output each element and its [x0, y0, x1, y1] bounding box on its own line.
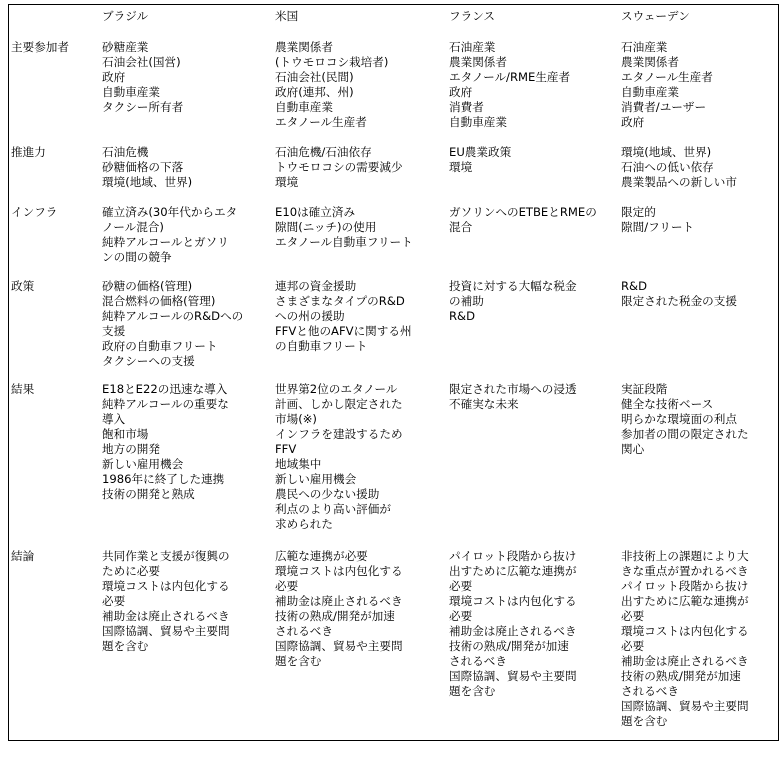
table-cell	[275, 279, 412, 354]
cell-line: 技術の熟成/開発が加速	[449, 639, 569, 653]
cell-line: 農業関係者	[449, 55, 507, 69]
table-cell	[449, 279, 577, 324]
table-cell	[449, 205, 597, 235]
cell-line: 隙間(ニッチ)の使用	[275, 220, 377, 234]
cell-line: トウモロコシの需要減少	[275, 160, 403, 174]
table-cell	[449, 40, 570, 130]
cell-line: 実証段階	[621, 382, 668, 396]
row-label: 結果	[11, 382, 35, 396]
cell-line: タクシー所有者	[102, 100, 184, 114]
table-cell	[621, 145, 737, 190]
cell-line: 石油会社(国営)	[102, 55, 181, 69]
cell-line: 環境(地域、世界)	[102, 175, 193, 189]
cell-line: 国際協調、貿易や主要問	[275, 639, 403, 653]
cell-line: 明らかな環境面の利点	[621, 412, 737, 426]
cell-line: 連邦の資金援助	[275, 279, 357, 293]
cell-line: 補助金は廃止されるべき	[621, 654, 749, 668]
cell-line: 関心	[621, 442, 645, 456]
cell-line: 限定的	[621, 205, 656, 219]
cell-line: 地域集中	[275, 457, 322, 471]
cell-line: 投資に対する大幅な税金	[449, 279, 577, 293]
cell-line: 新しい雇用機会	[102, 457, 184, 471]
comparison-table	[8, 4, 779, 741]
cell-line: 導入	[102, 412, 126, 426]
cell-line: 広範な連携が必要	[275, 549, 368, 563]
cell-line: 確立済み(30年代からエタ	[102, 205, 238, 219]
cell-line: 必要	[621, 609, 645, 623]
cell-line: ンの間の競争	[102, 250, 172, 264]
cell-line: 純粋アルコールの重要な	[102, 397, 229, 411]
row-label: 政策	[11, 279, 35, 293]
cell-line: 環境コストは内包化する	[275, 564, 403, 578]
cell-line: 政府	[449, 85, 473, 99]
table-cell	[449, 145, 511, 175]
cell-line: 消費者/ユーザー	[621, 100, 707, 114]
cell-line: 題を含む	[102, 639, 149, 653]
cell-line: 必要	[275, 579, 299, 593]
cell-line: インフラを建設するため	[275, 427, 403, 441]
row-label: 主要参加者	[11, 40, 69, 54]
column-header-brazil: ブラジル	[102, 9, 149, 23]
cell-line: 題を含む	[275, 654, 322, 668]
cell-line: 必要	[102, 594, 126, 608]
cell-line: 計画、しかし限定された	[275, 397, 403, 411]
cell-line: 技術の熟成/開発が加速	[621, 669, 741, 683]
table-cell	[621, 40, 713, 130]
cell-line: 環境	[275, 175, 299, 189]
cell-line: 補助金は廃止されるべき	[102, 609, 230, 623]
cell-line: ガソリンへのETBEとRMEの	[449, 205, 597, 219]
cell-line: 世界第2位のエタノール	[275, 382, 398, 396]
cell-line: されるべき	[275, 624, 333, 638]
table-cell	[102, 279, 243, 369]
cell-line: 1986年に終了した連携	[102, 472, 225, 486]
cell-line: 国際協調、貿易や主要問	[102, 624, 230, 638]
cell-line: 政府(連邦、州)	[275, 85, 354, 99]
table-cell	[449, 549, 577, 699]
table-cell	[621, 382, 749, 457]
cell-line: E10は確立済み	[275, 205, 356, 219]
cell-line: 石油産業	[449, 40, 496, 54]
cell-line: R&D	[621, 279, 648, 293]
cell-line: FFV	[275, 442, 297, 456]
cell-line: 純粋アルコールのR&Dへの	[102, 309, 244, 323]
table-cell	[102, 549, 230, 654]
cell-line: 共同作業と支援が復興の	[102, 549, 230, 563]
cell-line: 必要	[449, 609, 473, 623]
cell-line: 消費者	[449, 100, 484, 114]
cell-line: E18とE22の迅速な導入	[102, 382, 228, 396]
table-cell	[275, 549, 403, 669]
cell-line: 石油産業	[621, 40, 668, 54]
cell-line: されるべき	[621, 684, 679, 698]
cell-line: 自動車産業	[449, 115, 507, 129]
cell-line: エタノール生産者	[275, 115, 367, 129]
row-label: 結論	[11, 549, 35, 563]
cell-line: 題を含む	[621, 714, 668, 728]
cell-line: 石油への低い依存	[621, 160, 714, 174]
cell-line: 環境コストは内包化する	[621, 624, 749, 638]
cell-line: 純粋アルコールとガソリ	[102, 235, 229, 249]
table-cell	[275, 205, 413, 250]
table-cell	[621, 279, 737, 309]
cell-line: 補助金は廃止されるべき	[275, 594, 403, 608]
cell-line: 混合燃料の価格(管理)	[102, 294, 216, 308]
cell-line: 国際協調、貿易や主要問	[449, 669, 577, 683]
cell-line: 出すために広範な連携が	[449, 564, 577, 578]
cell-line: 環境コストは内包化する	[102, 579, 230, 593]
cell-line: エタノール/RME生産者	[449, 70, 571, 84]
cell-line: 新しい雇用機会	[275, 472, 357, 486]
row-label: インフラ	[11, 205, 58, 219]
cell-line: 健全な技術ベース	[621, 397, 714, 411]
table-cell	[275, 40, 388, 130]
cell-line: きな重点が置かれるべき	[621, 564, 749, 578]
column-header-france: フランス	[449, 9, 496, 23]
cell-line: ノール混合)	[102, 220, 164, 234]
cell-line: R&D	[449, 309, 476, 323]
cell-line: (トウモロコシ栽培者)	[275, 55, 389, 69]
row-label: 推進力	[11, 145, 46, 159]
table-cell	[275, 382, 403, 532]
cell-line: 不確実な未来	[449, 397, 519, 411]
cell-line: エタノール自動車フリート	[275, 235, 413, 249]
cell-line: 石油危機	[102, 145, 149, 159]
cell-line: 技術の熟成/開発が加速	[275, 609, 395, 623]
table-cell	[449, 382, 577, 412]
cell-line: 混合	[449, 220, 473, 234]
cell-line: FFVと他のAFVに関する州	[275, 324, 412, 338]
cell-line: タクシーへの支援	[102, 354, 195, 368]
cell-line: 農民への少ない援助	[275, 487, 380, 501]
cell-line: 砂糖の価格(管理)	[102, 279, 193, 293]
cell-line: されるべき	[449, 654, 507, 668]
column-header-sweden: スウェーデン	[621, 9, 690, 23]
cell-line: 必要	[449, 579, 473, 593]
cell-line: 限定された税金の支援	[621, 294, 737, 308]
table-cell	[102, 40, 183, 115]
cell-line: 環境(地域、世界)	[621, 145, 712, 159]
cell-line: 政府	[621, 115, 645, 129]
cell-line: の補助	[449, 294, 484, 308]
cell-line: 農業関係者	[275, 40, 333, 54]
cell-line: 求められた	[275, 517, 333, 531]
column-header-usa: 米国	[275, 9, 299, 23]
cell-line: 隙間/フリート	[621, 220, 695, 234]
cell-line: パイロット段階から抜け	[621, 579, 749, 593]
cell-line: の自動車フリート	[275, 339, 368, 353]
cell-line: パイロット段階から抜け	[449, 549, 577, 563]
cell-line: さまざまなタイプのR&D	[275, 294, 405, 308]
cell-line: 必要	[621, 639, 645, 653]
cell-line: 石油会社(民間)	[275, 70, 354, 84]
cell-line: 飽和市場	[102, 427, 149, 441]
cell-line: 出すために広範な連携が	[621, 594, 749, 608]
cell-line: 砂糖価格の下落	[102, 160, 184, 174]
table-cell	[621, 549, 749, 729]
cell-line: 市場(※)	[275, 412, 317, 426]
cell-line: 地方の開発	[102, 442, 160, 456]
cell-line: ために必要	[102, 564, 160, 578]
cell-line: 題を含む	[449, 684, 496, 698]
cell-line: エタノール生産者	[621, 70, 713, 84]
cell-line: 環境コストは内包化する	[449, 594, 577, 608]
cell-line: 農業関係者	[621, 55, 679, 69]
cell-line: への州の援助	[275, 309, 345, 323]
cell-line: 国際協調、貿易や主要問	[621, 699, 749, 713]
cell-line: EU農業政策	[449, 145, 512, 159]
cell-line: 補助金は廃止されるべき	[449, 624, 577, 638]
cell-line: 参加者の間の限定された	[621, 427, 749, 441]
table-cell	[102, 205, 237, 265]
table-cell	[102, 382, 229, 502]
cell-line: 非技術上の課題により大	[621, 549, 749, 563]
table-cell	[102, 145, 192, 190]
cell-line: 自動車産業	[275, 100, 333, 114]
cell-line: 政府	[102, 70, 126, 84]
cell-line: 石油危機/石油依存	[275, 145, 372, 159]
cell-line: 技術の開発と熟成	[102, 487, 195, 501]
table-cell	[621, 205, 694, 235]
cell-line: 砂糖産業	[102, 40, 149, 54]
cell-line: 政府の自動車フリート	[102, 339, 218, 353]
cell-line: 農業製品への新しい市	[621, 175, 737, 189]
cell-line: 自動車産業	[621, 85, 679, 99]
cell-line: 環境	[449, 160, 473, 174]
cell-line: 支援	[102, 324, 126, 338]
cell-line: 限定された市場への浸透	[449, 382, 577, 396]
cell-line: 自動車産業	[102, 85, 160, 99]
table-cell	[275, 145, 403, 190]
cell-line: 利点のより高い評価が	[275, 502, 391, 516]
